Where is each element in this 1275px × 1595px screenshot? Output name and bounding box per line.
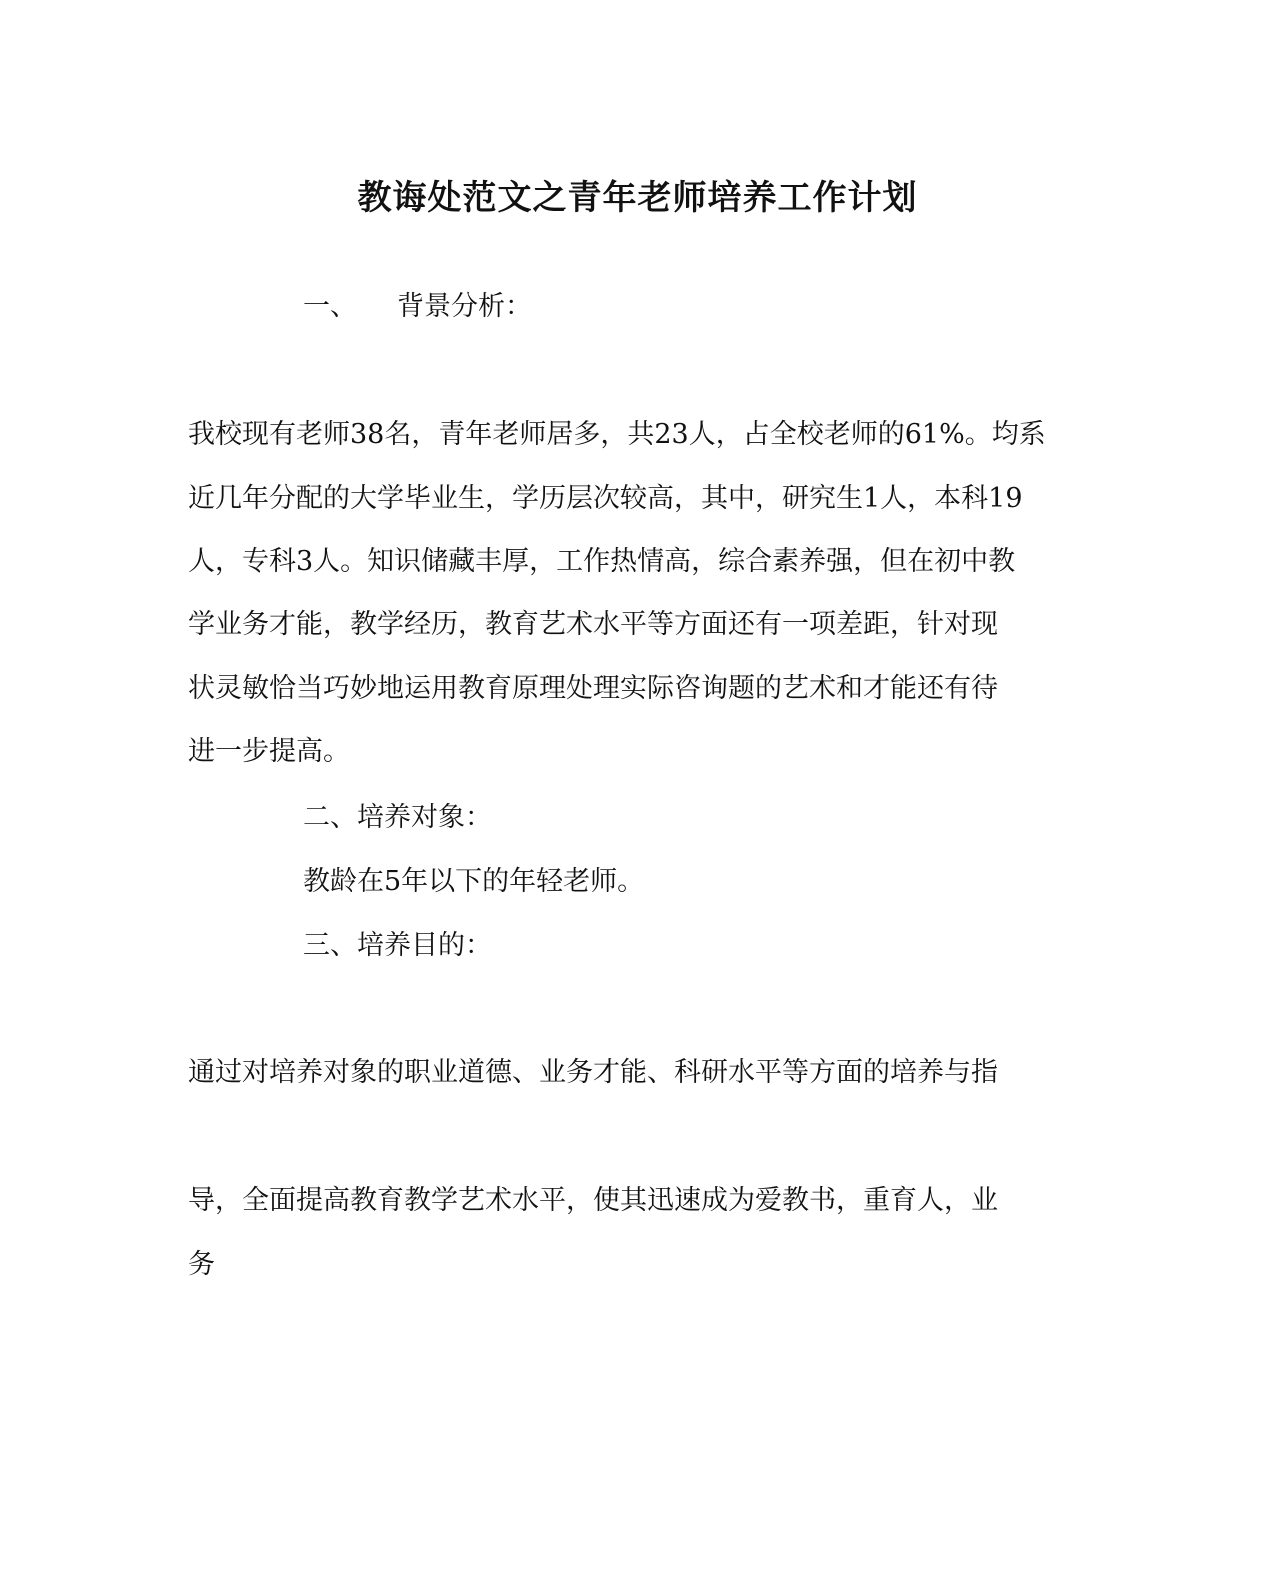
goal-line-1: 通过对培养对象的职业道德、业务才能、科研水平等方面的培养与指 (188, 1057, 998, 1088)
document-title: 教诲处范文之青年老师培养工作计划 (357, 178, 918, 218)
section1-heading (303, 290, 532, 324)
goal-line-3: 务 (188, 1249, 215, 1280)
goal-line-2: 导，全面提高教育教学艺术水平，使其迅速成为爱教书，重育人，业 (188, 1185, 998, 1216)
background-line-5: 状灵敏恰当巧妙地运用教育原理处理实际咨询题的艺术和才能还有待 (188, 673, 998, 704)
background-line-4: 学业务才能，教学经历，教育艺术水平等方面还有一项差距，针对现 (188, 609, 998, 640)
section2-text: 教龄在5年以下的年轻老师。 (303, 866, 645, 897)
section1-number: 一、 (303, 291, 357, 322)
section1-title: 背景分析： (397, 291, 532, 322)
background-line-3: 人，专科3人。知识储藏丰厚，工作热情高，综合素养强，但在初中教 (188, 546, 1016, 577)
background-line-6: 进一步提高。 (188, 736, 350, 767)
background-line-2: 近几年分配的大学毕业生，学历层次较高，其中，研究生1人，本科19 (188, 483, 1023, 514)
section2-heading: 二、培养对象： (303, 802, 492, 833)
section3-heading: 三、培养目的： (303, 930, 492, 961)
background-line-1: 我校现有老师38名，青年老师居多，共23人，占全校老师的61%。均系 (188, 419, 1046, 450)
